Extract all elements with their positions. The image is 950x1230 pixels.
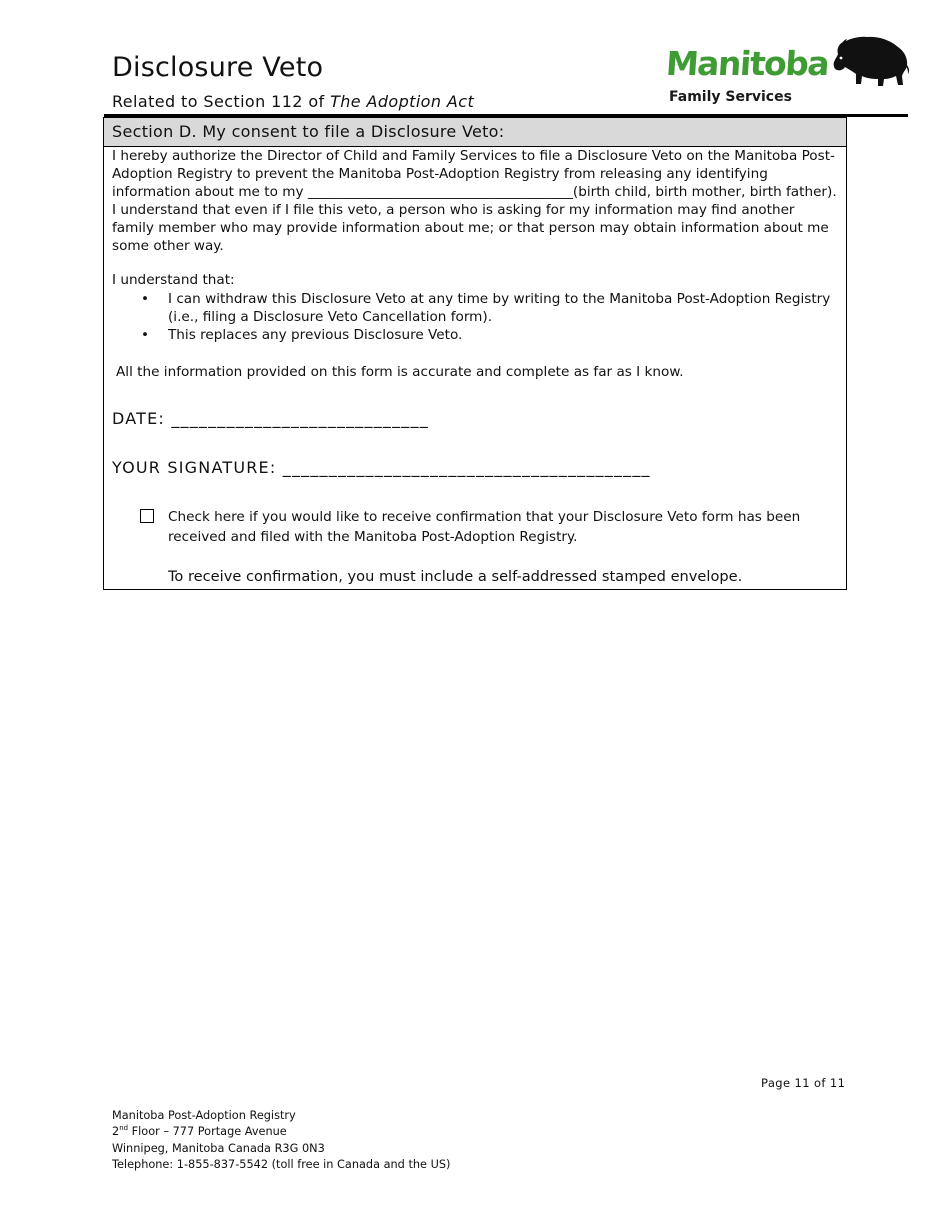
bullet-icon: • [141, 327, 150, 343]
page-subtitle [112, 92, 474, 111]
confirmation-note: To receive confirmation, you must include a self-addressed stamped envelope. [168, 568, 743, 585]
subtitle-prefix: Related to Section 112 of [112, 92, 331, 111]
adoption-act-title: The Adoption Act [330, 92, 475, 111]
authorization-text-start: I hereby authorize the Director of Child and Family Services to file a Disclosure Veto on the Manitoba Post-Adoption Registry to prevent the Manitoba Post-Adoption Registry from releasing any identifying information about me to my [112, 148, 835, 200]
relation-field[interactable]: _______________________________________ [307, 184, 573, 200]
list-item-text: I can withdraw this Disclosure Veto at any time by writing to the Manitoba Post-Adoption Registry (i.e., filing a Disclosure Veto Cancellation form). [168, 291, 831, 325]
date-row [112, 409, 429, 428]
signature-row [112, 458, 651, 477]
signature-label: YOUR SIGNATURE: [112, 458, 277, 477]
footer-org: Manitoba Post-Adoption Registry [112, 1109, 296, 1122]
footer-telephone: Telephone: 1-855-837-5542 (toll free in Canada and the US) [112, 1157, 451, 1171]
bullet-icon: • [141, 291, 150, 307]
understand-intro: I understand that: [112, 272, 235, 288]
date-label: DATE: [112, 409, 166, 428]
logo-department: Family Services [669, 89, 792, 105]
authorization-paragraph [112, 147, 838, 255]
signature-field[interactable]: ________________________________________ [282, 458, 651, 477]
logo-wordmark: Manitoba [664, 44, 830, 83]
list-item [112, 290, 838, 326]
floor-suffix: nd [119, 1124, 129, 1133]
floor-number: 2 [112, 1125, 120, 1139]
footer-city: Winnipeg, Manitoba Canada R3G 0N3 [112, 1141, 325, 1155]
confirmation-checkbox[interactable] [140, 509, 154, 523]
manitoba-family-services-logo [666, 34, 910, 110]
confirmation-checkbox-label: Check here if you would like to receive confirmation that your Disclosure Veto form has been received and filed with the Manitoba Post-Adoption Registry. [168, 509, 801, 545]
footer-address [112, 1108, 450, 1173]
consent-section [103, 117, 847, 590]
page-number: Page 11 of 11 [761, 1076, 846, 1090]
authorization-text-end: (birth child, birth mother, birth father). I understand that even if I file this veto, a person who is asking for my information may find another family member who may provide information about me; or that person may obtain information about me some other way. [112, 184, 837, 254]
section-header: Section D. My consent to file a Disclosure Veto: [104, 118, 846, 147]
page-title: Disclosure Veto [112, 52, 324, 83]
understanding-list [112, 290, 838, 344]
accuracy-statement: All the information provided on this form is accurate and complete as far as I know. [116, 364, 684, 380]
street-address: Floor – 777 Portage Avenue [128, 1125, 287, 1139]
date-field[interactable]: ____________________________ [171, 409, 429, 428]
list-item [112, 326, 838, 344]
footer-street [112, 1124, 450, 1140]
bison-icon [832, 34, 910, 88]
list-item-text: This replaces any previous Disclosure Veto. [168, 327, 463, 343]
